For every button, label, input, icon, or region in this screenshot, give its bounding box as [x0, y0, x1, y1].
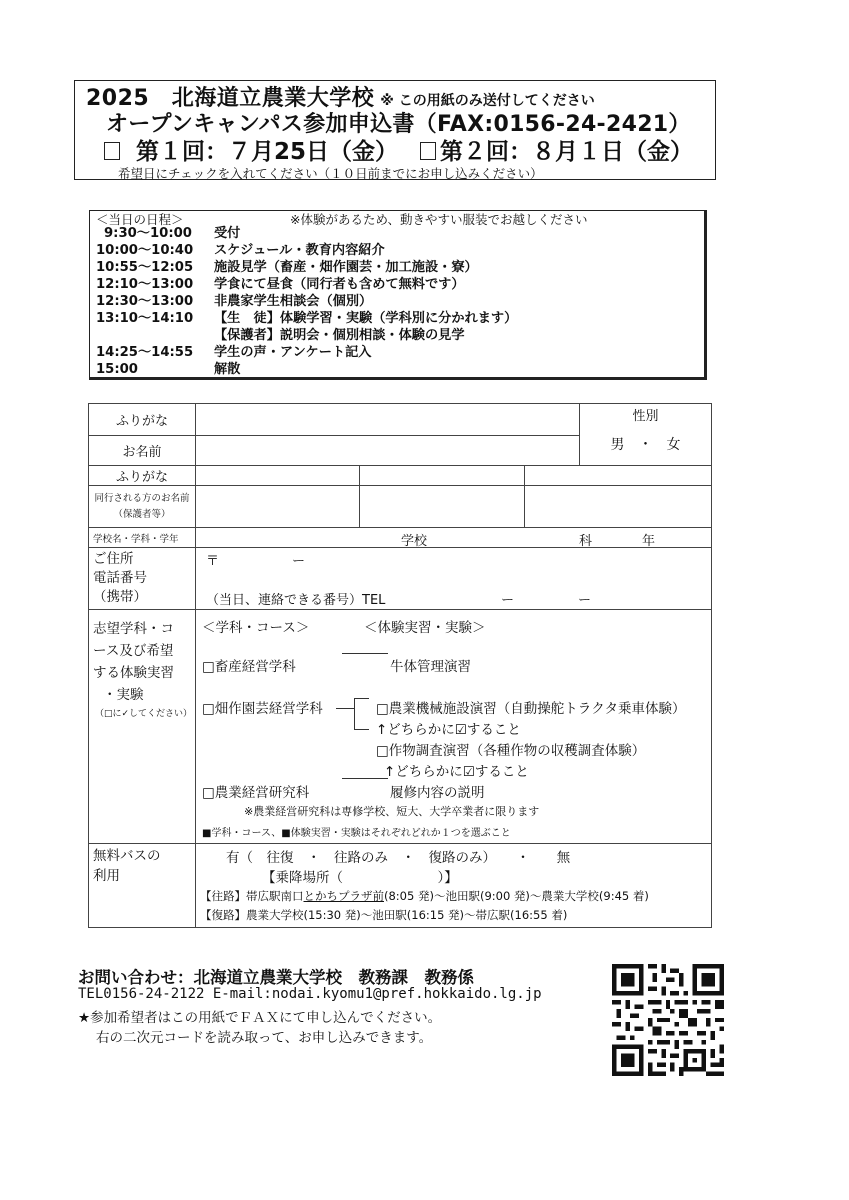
name-input[interactable] [196, 436, 580, 466]
fax-note: ★参加希望者はこの用紙でＦＡＸにて申し込んでください。 [78, 1010, 442, 1026]
companion-furigana-label: ふりがな [89, 466, 196, 486]
furigana-input[interactable] [196, 404, 580, 436]
schedule-item: 【保護者】説明会・個別相談・体験の見学 [214, 328, 465, 343]
qr-note: 右の二次元コードを読み取って、お申し込みできます。 [96, 1030, 433, 1046]
schedule-item: 13:10～14:10 【生 徒】体験学習・実験（学科別に分かれます） [96, 311, 518, 326]
tel-email: TEL0156-24-2122 E-mail:nodai.kyomu1@pref.hokkaido.lg.jp [78, 986, 542, 1002]
course-management-research[interactable]: □農業経営研究科 [202, 785, 310, 801]
gender-cell [580, 404, 712, 466]
schedule-item: 12:10～13:00 学食にて昼食（同行者も含めて無料です） [96, 277, 465, 292]
phone-text: （当日、連絡できる番号）TEL [206, 593, 386, 608]
bus-selection [196, 844, 712, 928]
schedule-item: 10:00～10:40 スケジュール・教育内容紹介 [96, 243, 385, 258]
gender-label: 性別 [632, 409, 659, 424]
companion-name-label: 同行される方のお名前 （保護者等） [89, 486, 196, 528]
session2-label: 第２回：８月１日（金） [440, 139, 694, 165]
route-link[interactable]: とかちプラザ前 [303, 889, 384, 903]
companion-furigana-input-2[interactable] [360, 466, 525, 486]
companion-furigana-input-1[interactable] [196, 466, 360, 486]
check-note: 希望日にチェックを入れてください（１０日前までにお申し込みください） [118, 166, 543, 181]
gender-options[interactable]: 男 ・ 女 [610, 437, 681, 453]
schedule-note: ※体験があるため、動きやすい服装でお越しください [290, 212, 588, 227]
select-note: ■学科・コース、■体験実習・実験はそれぞれどれか１つを選ぶこと [202, 828, 511, 839]
companion-name-input-1[interactable] [196, 486, 360, 528]
research-note: ※農業経営研究科は専修学校、短大、大学卒業者に限ります [244, 805, 540, 818]
schedule-item: 10:55～12:05 施設見学（畜産・畑作園芸・加工施設・寮） [96, 260, 478, 275]
school-label: 学校名・学科・学年 [89, 528, 196, 548]
route-outbound: 【往路】帯広駅南口とかちプラザ前(8:05 発)～池田駅(9:00 発)～農業大学校(9:45 着) [200, 889, 649, 903]
dept-selection [196, 610, 712, 844]
postal-mark: 〒 [206, 554, 220, 569]
exp-header: ＜体験実習・実験＞ [364, 620, 486, 636]
furigana-label: ふりがな [89, 404, 196, 436]
address-phone-label: ご住所 電話番号 （携帯） [89, 548, 196, 610]
dept-label: 志望学科・コ ース及び希望 する体験実習 ・実験 （□に✓してください） [89, 610, 196, 844]
exp-machinery-note: ↑どちらかに☑すること [376, 722, 521, 738]
companion-name-input-2[interactable] [360, 486, 525, 528]
exp-crop-survey-note: ↑どちらかに☑すること [384, 764, 529, 780]
exp-cattle: 牛体管理演習 [390, 659, 471, 675]
session-select [104, 133, 693, 166]
route-return: 【復路】農業大学校(15:30 発)～池田駅(16:15 発)～帯広駅(16:55 着) [200, 908, 568, 922]
schedule-item: 14:25～14:55 学生の声・アンケート記入 [96, 345, 372, 360]
bus-options[interactable]: 有（ 往復 ・ 往路のみ ・ 復路のみ） ・ 無 [226, 850, 571, 866]
schedule-title: ＜当日の日程＞ [96, 212, 184, 227]
companion-name-input-3[interactable] [525, 486, 712, 528]
exp-curriculum: 履修内容の説明 [390, 785, 485, 801]
course-crop-horticulture[interactable]: □畑作園芸経営学科 [202, 701, 323, 717]
exp-crop-survey[interactable]: □作物調査演習（各種作物の収穫調査体験） [376, 743, 646, 759]
session1-checkbox[interactable] [104, 142, 120, 160]
schedule-item: 15:00 解散 [96, 362, 241, 377]
schedule-item: 9:30～10:00 受付 [104, 226, 241, 241]
session2-checkbox[interactable] [420, 142, 436, 160]
address-phone-input[interactable]: 〒 ー （当日、連絡できる番号）TEL ー ー [196, 548, 712, 610]
course-header: ＜学科・コース＞ [202, 620, 310, 636]
bus-label: 無料バスの 利用 [89, 844, 196, 928]
school-input[interactable]: 学校 科 年 [196, 528, 712, 548]
application-form [88, 403, 712, 928]
session1-label: 第１回：７月25日（金） [136, 139, 399, 165]
form-subtitle: オープンキャンパス参加申込書（FAX:0156-24-2421） [106, 112, 691, 137]
exp-machinery[interactable]: □農業機械施設演習（自動操舵トラクタ乗車体験） [376, 701, 686, 717]
course-livestock[interactable]: □畜産経営学科 [202, 659, 296, 675]
send-note: ※ この用紙のみ送付してください [380, 93, 595, 109]
name-label: お名前 [89, 436, 196, 466]
bus-place[interactable]: 【乗降場所（ ）】 [262, 870, 458, 886]
form-title: 2025 北海道立農業大学校 [86, 86, 375, 111]
contact-info: お問い合わせ：北海道立農業大学校 教務課 教務係 [78, 968, 474, 987]
companion-furigana-input-3[interactable] [525, 466, 712, 486]
qr-code-icon [612, 964, 724, 1076]
schedule-item: 12:30～13:00 非農家学生相談会（個別） [96, 294, 373, 309]
